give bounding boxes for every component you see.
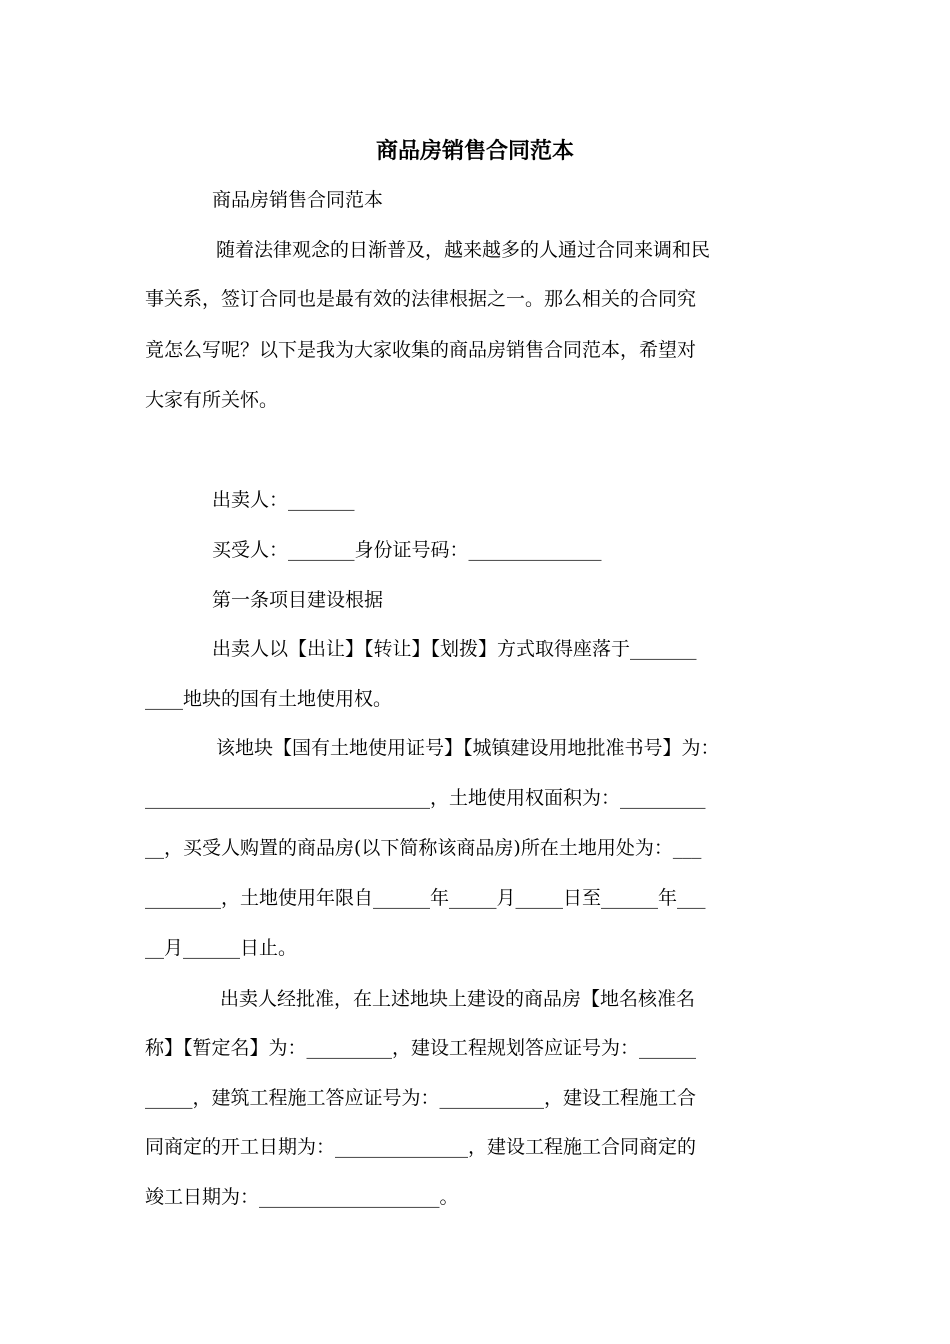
body-line: ____地块的国有土地使用权。 bbox=[145, 688, 393, 710]
subtitle-line: 商品房销售合同范本 bbox=[212, 189, 384, 211]
body-line: __，买受人购置的商品房(以下简称该商品房)所在土地用处为：___ bbox=[145, 837, 702, 859]
body-line: 竟怎么写呢？以下是我为大家收集的商品房销售合同范本，希望对 bbox=[145, 339, 697, 361]
body-line: 竣工日期为：___________________。 bbox=[145, 1186, 459, 1208]
body-line: ______________________________，土地使用权面积为：_________ bbox=[145, 787, 706, 809]
body-line: 称】【暂定名】为：_________，建设工程规划答应证号为：______ bbox=[145, 1037, 697, 1059]
body-line: __月______日止。 bbox=[145, 937, 298, 959]
article-heading: 第一条项目建设根据 bbox=[212, 589, 384, 611]
body-line: 随着法律观念的日渐普及，越来越多的人通过合同来调和民 bbox=[216, 239, 711, 261]
document-title: 商品房销售合同范本 bbox=[375, 138, 574, 164]
body-line: 大家有所关怀。 bbox=[145, 389, 279, 411]
buyer-line: 买受人：_______身份证号码：______________ bbox=[212, 539, 602, 561]
body-line: 出卖人经批准，在上述地块上建设的商品房【地名核准名 bbox=[220, 988, 696, 1010]
body-line: 出卖人以【出让】【转让】【划拨】方式取得座落于_______ bbox=[212, 638, 697, 660]
body-line: ________，土地使用年限自______年_____月_____日至______年___ bbox=[145, 887, 706, 909]
seller-line: 出卖人：_______ bbox=[212, 489, 355, 511]
body-line: 同商定的开工日期为：______________，建设工程施工合同商定的 bbox=[145, 1136, 697, 1158]
body-line: _____，建筑工程施工答应证号为：___________，建设工程施工合 bbox=[145, 1087, 697, 1109]
body-line: 事关系，签订合同也是最有效的法律根据之一。那么相关的合同究 bbox=[145, 288, 697, 310]
body-line: 该地块【国有土地使用证号】【城镇建设用地批准书号】为： bbox=[216, 737, 720, 759]
